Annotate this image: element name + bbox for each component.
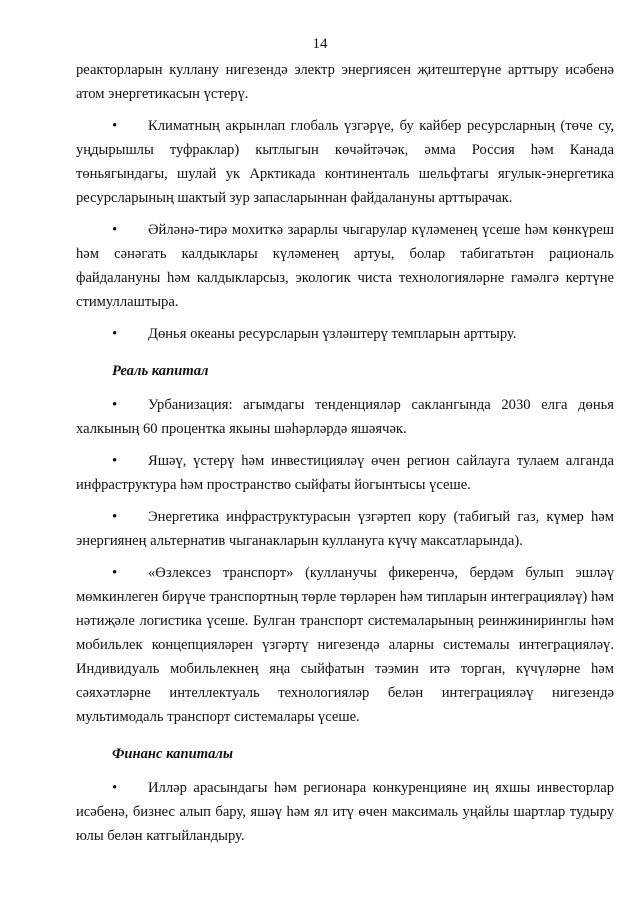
bullet-text: Дөнья океаны ресурсларын үзләштерү темпларын арттыру.	[148, 326, 517, 342]
bullet-text: Урбанизация: агымдагы тенденцияләр саклангында 2030 елга дөнья халкының 60 процентка якыны шәһәрләрдә яшәячәк.	[76, 397, 614, 437]
bullet-icon: •	[112, 222, 118, 238]
bullet-paragraph	[76, 505, 614, 553]
bullet-icon: •	[112, 453, 118, 469]
bullet-icon: •	[112, 780, 118, 796]
bullet-paragraph	[76, 322, 614, 346]
bullet-icon: •	[112, 118, 118, 134]
bullet-text: «Өзлексез транспорт» (кулланучы фикеренчә, бердәм булып эшләү мөмкинлеген бирүче транспортның төрле төрләрен һәм типларын интеграцияләү) һәм нәтиҗәле логистика үсеше. Булган транспорт системаларының реинжиниринглы һәм мобильлек концепцияләрен үзгәртү нигезендә аларны системалы интеграцияләү. Индивидуаль мобильлекнең яңа сыйфатын тәэмин итә торган, күчүләрне һәм сәяхәтләрне интеллектуаль технологияләр белән интеграцияләү нигезендә мультимодаль транспорт системалары үсеше.	[76, 565, 614, 725]
section-heading-real-capital: Реаль капитал	[112, 363, 209, 379]
intro-continuation-paragraph: реакторларын куллану нигезендә электр энергиясен җитештерүне арттыру исәбенә атом энергетикасын үстерү.	[76, 62, 614, 102]
bullet-icon: •	[112, 326, 118, 342]
bullet-paragraph	[76, 776, 614, 848]
bullet-text: Әйләнә-тирә мохиткә зарарлы чыгарулар күләменең үсеше һәм көнкүреш һәм сәнәгать калдыклары күләменең артуы, болар табигатьтән рациональ файдалануны һәм калдыкларсыз, экологик чиста технологияләрне гамәлгә кертүне стимуллаштыра.	[76, 222, 614, 310]
bullet-text: Илләр арасындагы һәм регионара конкуренцияне иң яхшы инвесторлар исәбенә, бизнес алып бару, яшәү һәм ял итү өчен максималь уңайлы шартлар тудыру юлы белән катгыйландыру.	[76, 780, 614, 844]
bullet-paragraph	[76, 393, 614, 441]
page-content	[76, 58, 614, 848]
bullet-paragraph	[76, 114, 614, 210]
bullet-text: Яшәү, үстерү һәм инвестицияләү өчен регион сайлауга тулаем алганда инфраструктура һәм пространство сыйфаты йогынтысы үсеше.	[76, 453, 614, 493]
section-heading-finance-capital: Финанс капиталы	[112, 746, 233, 762]
bullet-text: Энергетика инфраструктурасын үзгәртеп кору (табигый газ, күмер һәм энергиянең альтернатив чыганакларын куллануга күчү максатларында).	[76, 509, 614, 549]
bullet-paragraph	[76, 561, 614, 729]
bullet-paragraph	[76, 218, 614, 314]
bullet-text: Климатның акрынлап глобаль үзгәрүе, бу кайбер ресурсларның (төче су, уңдырышлы туфраклар) кытлыгын көчәйтәчәк, әмма Россия һәм Канада төньягындагы, шулай ук Арктикада континенталь шельфтагы ягулык-энергетика ресурсларының шактый зур запасларыннан файдалануны арттырачак.	[76, 118, 614, 206]
bullet-icon: •	[112, 565, 118, 581]
bullet-icon: •	[112, 397, 118, 413]
bullet-paragraph	[76, 449, 614, 497]
bullet-icon: •	[112, 509, 118, 525]
page-number: 14	[312, 36, 328, 52]
